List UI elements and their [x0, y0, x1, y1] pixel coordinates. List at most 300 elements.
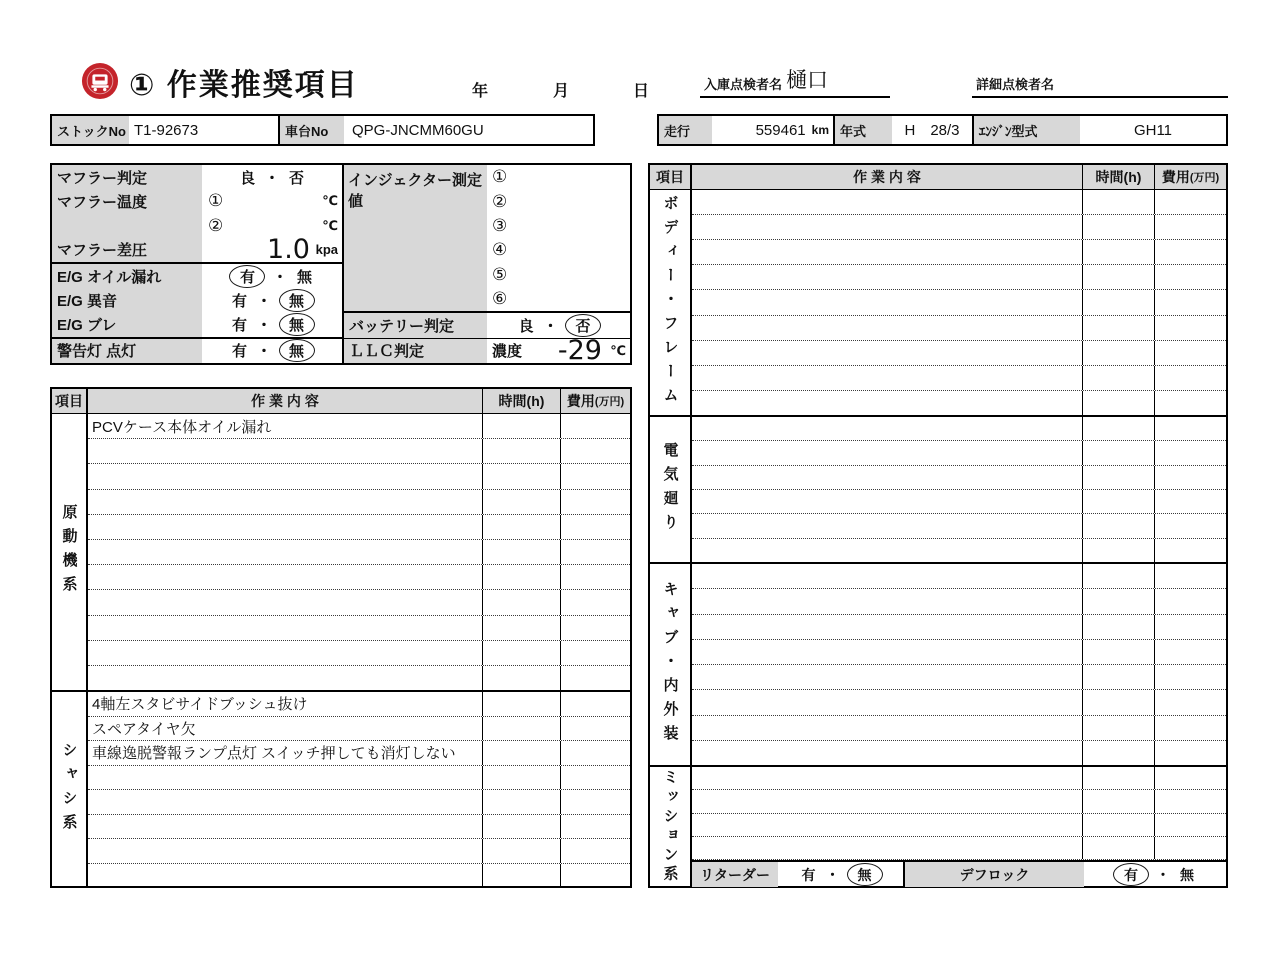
section-label: ボディー・フレーム — [650, 190, 692, 415]
check-row-value — [202, 288, 342, 312]
injector-label: インジェクター測定値 — [344, 165, 487, 311]
work-cell — [88, 540, 483, 564]
work-cell — [692, 814, 1083, 836]
section-rows — [692, 767, 1226, 887]
circled-choice: 有 — [1113, 863, 1149, 886]
work-cell: 車線逸脱警報ランプ点灯 スイッチ押しても消灯しない — [88, 741, 483, 765]
time-cell — [483, 839, 561, 863]
cost-cell — [1155, 741, 1226, 765]
cost-cell — [1155, 539, 1226, 562]
cost-cell — [561, 666, 630, 690]
time-cell — [1083, 690, 1155, 714]
check-row-value — [202, 313, 342, 337]
cost-cell — [561, 490, 630, 514]
table-row — [692, 215, 1226, 240]
cost-cell — [561, 717, 630, 741]
work-cell — [88, 515, 483, 539]
work-cell — [692, 490, 1083, 513]
time-cell — [483, 565, 561, 589]
table-row — [692, 665, 1226, 690]
check-row — [52, 339, 342, 363]
time-cell — [483, 766, 561, 790]
table-row — [692, 690, 1226, 715]
time-cell — [483, 692, 561, 716]
month-label: 月 — [553, 83, 570, 100]
table-row — [692, 790, 1226, 813]
work-cell — [692, 215, 1083, 239]
table-row — [692, 837, 1226, 860]
cost-cell — [561, 515, 630, 539]
model-year-number: 28/3 — [930, 121, 960, 139]
cost-cell — [1155, 265, 1226, 289]
cost-cell — [1155, 690, 1226, 714]
table-row — [88, 864, 630, 888]
table-row — [88, 717, 630, 742]
work-cell — [692, 837, 1083, 859]
check-row-label: 警告灯 点灯 — [52, 339, 202, 363]
cost-cell — [1155, 366, 1226, 390]
header-work: 作 業 内 容 — [88, 389, 483, 413]
circled-choice: 有 — [229, 265, 265, 288]
injector-number-row — [487, 287, 630, 311]
cost-cell — [561, 439, 630, 463]
cost-cell — [1155, 441, 1226, 464]
llc-judgement-label: ＬＬＣ判定 — [344, 339, 487, 363]
table-row — [88, 414, 630, 439]
circled-choice: 否 — [565, 314, 601, 337]
time-cell — [1083, 290, 1155, 314]
cost-cell — [1155, 665, 1226, 689]
time-cell — [1083, 341, 1155, 365]
time-cell — [1083, 316, 1155, 340]
table-row — [88, 741, 630, 766]
section-label: 原動機系 — [52, 414, 88, 690]
cost-cell — [561, 464, 630, 488]
measure-unit: ℃ — [322, 217, 338, 233]
injector-number-row — [487, 263, 630, 287]
company-logo-icon — [81, 62, 119, 100]
work-cell — [88, 490, 483, 514]
choice-separator: ・ — [542, 317, 558, 335]
table-row — [88, 839, 630, 864]
time-cell — [1083, 716, 1155, 740]
cost-cell — [1155, 790, 1226, 812]
section-rows — [88, 692, 630, 887]
work-cell — [88, 815, 483, 839]
injector-number-row — [487, 238, 630, 262]
time-cell — [483, 616, 561, 640]
work-cell — [692, 741, 1083, 765]
work-cell — [88, 839, 483, 863]
cost-cell — [1155, 640, 1226, 664]
table-row — [692, 814, 1226, 837]
table-row — [88, 766, 630, 791]
choice-option: 有 — [231, 292, 247, 310]
check-row-value — [202, 234, 342, 266]
work-cell: 4軸左スタビサイドブッシュ抜け — [88, 692, 483, 716]
table-row — [88, 515, 630, 540]
header-cost-text: (万円) — [594, 396, 625, 408]
table-footer-row — [692, 860, 1226, 887]
time-cell — [1083, 814, 1155, 836]
table-row — [88, 540, 630, 565]
table-row — [692, 490, 1226, 514]
work-table-powertrain-chassis — [50, 387, 632, 888]
section-rows — [692, 564, 1226, 765]
table-row — [692, 741, 1226, 765]
inbound-inspector-name: 樋口 — [786, 69, 828, 92]
choice-separator: ・ — [272, 268, 288, 286]
table-section — [650, 415, 1226, 562]
table-row — [88, 439, 630, 464]
work-cell — [692, 341, 1083, 365]
time-cell — [483, 641, 561, 665]
mileage-unit: km — [811, 123, 829, 137]
choice-option: 無 — [1180, 866, 1194, 883]
injector-number-row — [487, 214, 630, 238]
work-cell — [88, 766, 483, 790]
cost-cell — [1155, 490, 1226, 513]
cost-cell — [561, 815, 630, 839]
check-row — [52, 313, 342, 339]
cost-cell — [561, 590, 630, 614]
chassis-no-label: 車台No — [280, 116, 344, 144]
check-row-value — [202, 189, 342, 213]
check-row — [52, 264, 342, 288]
table-row — [692, 589, 1226, 614]
cost-cell — [1155, 466, 1226, 489]
table-row — [692, 417, 1226, 441]
header-cost-text: (万円) — [1189, 172, 1220, 184]
choice-separator: ・ — [825, 866, 840, 883]
work-cell — [692, 767, 1083, 789]
table-section — [650, 765, 1226, 887]
time-cell — [1083, 190, 1155, 214]
circled-number: ② — [208, 215, 224, 235]
work-cell — [692, 316, 1083, 340]
circled-number: ① — [208, 191, 224, 211]
cost-cell — [1155, 564, 1226, 588]
cost-cell — [1155, 589, 1226, 613]
table-row — [88, 641, 630, 666]
cost-cell — [561, 790, 630, 814]
time-cell — [1083, 391, 1155, 415]
table-row — [692, 564, 1226, 589]
check-row-value — [202, 264, 342, 288]
circled-choice: 無 — [847, 863, 883, 886]
cost-cell — [1155, 240, 1226, 264]
check-row — [52, 234, 342, 266]
time-cell — [1083, 417, 1155, 440]
check-row-label: E/G オイル漏れ — [52, 264, 202, 288]
measure-unit: ℃ — [322, 193, 338, 209]
injector-number-row — [487, 189, 630, 213]
time-cell — [1083, 837, 1155, 859]
check-row — [52, 165, 342, 189]
table-row — [88, 790, 630, 815]
cost-cell — [561, 692, 630, 716]
cost-cell — [1155, 316, 1226, 340]
time-cell — [483, 666, 561, 690]
time-cell — [483, 590, 561, 614]
table-row — [692, 441, 1226, 465]
time-cell — [1083, 615, 1155, 639]
injector-check-block — [342, 163, 632, 365]
cost-cell — [1155, 814, 1226, 836]
work-cell — [692, 716, 1083, 740]
work-cell — [88, 790, 483, 814]
table-row — [88, 616, 630, 641]
circled-number: ④ — [492, 240, 508, 260]
header-cost-text: 費用 — [1161, 169, 1190, 185]
time-cell — [1083, 640, 1155, 664]
time-cell — [483, 439, 561, 463]
work-cell — [692, 290, 1083, 314]
check-row — [52, 189, 342, 213]
work-cell — [692, 665, 1083, 689]
table-section — [52, 690, 630, 887]
cost-cell — [561, 414, 630, 438]
table-row — [692, 767, 1226, 790]
time-cell — [483, 815, 561, 839]
section-label: シャシ系 — [52, 692, 88, 887]
choice-separator: ・ — [256, 317, 272, 335]
section-rows — [88, 414, 630, 690]
inbound-inspector-field — [700, 62, 890, 98]
work-cell — [692, 640, 1083, 664]
detail-inspector-label: 詳細点検者名 — [976, 77, 1055, 92]
table-row — [692, 316, 1226, 341]
table-row — [692, 640, 1226, 665]
work-cell — [692, 690, 1083, 714]
llc-density-unit: ℃ — [610, 342, 626, 358]
circled-number: ① — [492, 167, 508, 187]
table-section — [650, 562, 1226, 765]
choice-separator: ・ — [256, 343, 272, 361]
llc-judgement-value — [487, 335, 630, 367]
time-cell — [1083, 265, 1155, 289]
work-cell — [692, 514, 1083, 537]
header-time: 時間(h) — [1083, 165, 1155, 189]
work-cell — [88, 616, 483, 640]
section-rows — [692, 417, 1226, 562]
circled-number: ⑤ — [492, 264, 508, 284]
injector-number-row — [487, 165, 630, 189]
cost-cell — [1155, 767, 1226, 789]
table-row — [692, 514, 1226, 538]
cost-cell — [1155, 514, 1226, 537]
work-cell — [692, 417, 1083, 440]
choice-option: 良 — [518, 317, 534, 335]
time-cell — [483, 490, 561, 514]
table-row — [692, 240, 1226, 265]
battery-judgement-label: バッテリー判定 — [344, 313, 487, 337]
cost-cell — [1155, 341, 1226, 365]
llc-density-value: -29 — [557, 335, 602, 367]
table-row — [692, 366, 1226, 391]
page-title: ① 作業推奨項目 — [129, 69, 359, 102]
cost-cell — [561, 641, 630, 665]
cost-cell — [561, 540, 630, 564]
table-section — [52, 414, 630, 690]
table-row — [692, 716, 1226, 741]
table-header — [650, 165, 1226, 190]
time-cell — [483, 864, 561, 888]
table-row — [692, 290, 1226, 315]
work-cell — [88, 864, 483, 888]
table-row — [692, 190, 1226, 215]
time-cell — [1083, 466, 1155, 489]
table-row — [692, 539, 1226, 562]
work-cell — [88, 464, 483, 488]
choice-option: 良 — [239, 169, 255, 187]
header-work: 作 業 内 容 — [692, 165, 1083, 189]
time-cell — [483, 741, 561, 765]
header-time: 時間(h) — [483, 389, 561, 413]
work-cell — [692, 539, 1083, 562]
time-cell — [1083, 741, 1155, 765]
cost-cell — [561, 766, 630, 790]
choice-option: 有 — [801, 866, 816, 883]
time-cell — [1083, 767, 1155, 789]
table-row — [88, 815, 630, 840]
measure-unit: kpa — [315, 242, 338, 258]
cost-cell — [561, 741, 630, 765]
work-cell — [692, 265, 1083, 289]
header-cost — [1155, 165, 1226, 189]
cost-cell — [1155, 615, 1226, 639]
table-row — [692, 391, 1226, 415]
difflock-choice — [1084, 862, 1226, 887]
table-section — [650, 190, 1226, 415]
table-header — [52, 389, 630, 414]
circled-choice: 無 — [279, 313, 315, 336]
chassis-no-value: QPG-JNCMM60GU — [352, 121, 484, 139]
llc-density-label: 濃度 — [492, 343, 523, 361]
check-row-label: E/G 異音 — [52, 288, 202, 312]
detail-inspector-field — [972, 62, 1228, 98]
engine-model-value: GH11 — [1133, 121, 1173, 139]
work-cell — [692, 240, 1083, 264]
work-cell — [692, 190, 1083, 214]
table-row — [88, 692, 630, 717]
cost-cell — [561, 616, 630, 640]
check-row-value — [202, 339, 342, 363]
model-year-era: H — [904, 121, 916, 139]
year-label: 年 — [472, 83, 489, 100]
choice-separator: ・ — [256, 292, 272, 310]
day-label: 日 — [633, 83, 650, 100]
header-cost-text: 費用 — [566, 393, 595, 409]
time-cell — [1083, 490, 1155, 513]
inbound-inspector-label: 入庫点検者名 — [704, 77, 783, 92]
time-cell — [1083, 514, 1155, 537]
cost-cell — [1155, 391, 1226, 415]
choice-separator: ・ — [1156, 866, 1170, 883]
choice-option: 否 — [288, 169, 304, 187]
time-cell — [483, 717, 561, 741]
engine-model-label: ｴﾝｼﾞﾝ型式 — [974, 116, 1080, 144]
work-cell — [88, 590, 483, 614]
section-label: ミッション系 — [650, 767, 692, 887]
time-cell — [483, 540, 561, 564]
time-cell — [1083, 240, 1155, 264]
cost-cell — [1155, 837, 1226, 859]
battery-judgement-value — [487, 313, 630, 337]
table-row — [88, 590, 630, 615]
time-cell — [483, 515, 561, 539]
check-row-label: マフラー判定 — [52, 165, 202, 189]
circled-choice: 無 — [279, 339, 315, 362]
header-cost — [561, 389, 630, 413]
work-cell — [692, 391, 1083, 415]
time-cell — [1083, 215, 1155, 239]
time-cell — [1083, 539, 1155, 562]
time-cell — [483, 790, 561, 814]
circled-choice: 無 — [279, 289, 315, 312]
work-cell — [692, 441, 1083, 464]
table-row — [692, 615, 1226, 640]
injector-measure-area — [344, 165, 630, 311]
model-year-label: 年式 — [835, 116, 892, 144]
work-cell — [692, 366, 1083, 390]
header-item: 項目 — [650, 165, 692, 189]
check-row — [52, 288, 342, 312]
work-table-body-electric-cab-mission — [648, 163, 1228, 888]
section-rows — [692, 190, 1226, 415]
time-cell — [1083, 790, 1155, 812]
work-cell — [88, 439, 483, 463]
work-cell — [88, 641, 483, 665]
battery-judgement-row — [344, 311, 630, 337]
circled-number: ② — [492, 191, 508, 211]
work-cell — [88, 565, 483, 589]
table-row — [692, 466, 1226, 490]
llc-judgement-row — [344, 335, 630, 367]
cost-cell — [561, 864, 630, 888]
mileage-label: 走行 — [659, 116, 712, 144]
difflock-label: デフロック — [905, 862, 1084, 887]
check-row-label — [52, 214, 202, 238]
retarder-choice — [778, 862, 905, 887]
table-row — [692, 341, 1226, 366]
table-row — [88, 490, 630, 515]
cost-cell — [1155, 290, 1226, 314]
mileage-value — [712, 116, 835, 144]
section-label: キャブ・内外装 — [650, 564, 692, 765]
cost-cell — [1155, 417, 1226, 440]
section-label: 電気廻り — [650, 417, 692, 562]
work-cell — [692, 564, 1083, 588]
work-cell: PCVケース本体オイル漏れ — [88, 414, 483, 438]
work-cell: スペアタイヤ欠 — [88, 717, 483, 741]
vehicle-id-bar — [50, 114, 595, 146]
cost-cell — [561, 839, 630, 863]
stock-no-label: ストックNo — [52, 116, 129, 144]
table-row — [88, 565, 630, 590]
work-cell — [692, 466, 1083, 489]
time-cell — [1083, 665, 1155, 689]
mileage-number: 559461 — [755, 121, 806, 139]
choice-option: 有 — [231, 343, 247, 361]
work-cell — [692, 790, 1083, 812]
work-cell — [88, 666, 483, 690]
circled-number: ③ — [492, 215, 508, 235]
work-cell — [692, 589, 1083, 613]
time-cell — [483, 464, 561, 488]
muffler-check-block — [50, 163, 342, 365]
vehicle-spec-bar — [657, 114, 1228, 146]
